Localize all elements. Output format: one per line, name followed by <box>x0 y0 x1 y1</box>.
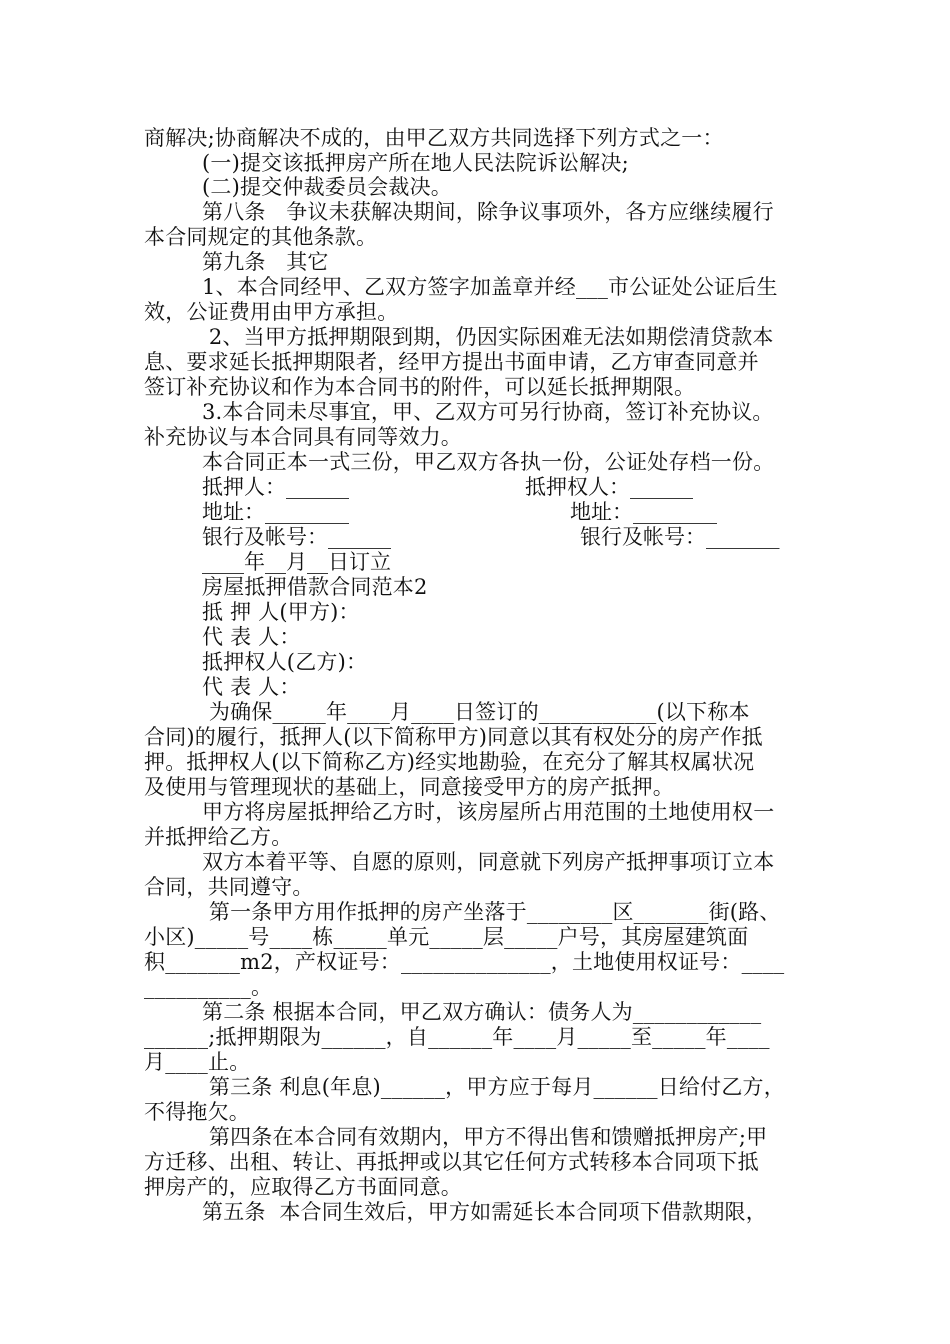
text-line: 抵 押 人(甲方)： <box>202 600 360 624</box>
section-title: 房屋抵押借款合同范本2 <box>202 575 428 599</box>
text-line: 第一条甲方用作抵押的房产坐落于________区_______街(路、 <box>202 900 781 924</box>
text-line: 第四条在本合同有效期内，甲方不得出售和馈赠抵押房产;甲 <box>202 1125 768 1149</box>
text-line: 代 表 人： <box>202 675 301 699</box>
text-line: 及使用与管理现状的基础上，同意接受甲方的房产抵押。 <box>144 775 674 799</box>
text-line: 积_______m2，产权证号：______________，土地使用权证号：____ <box>144 950 785 974</box>
text-line: 为确保_____年____月____日签订的___________(以下称本 <box>202 700 750 724</box>
text-line: 第三条 利息(年息)______，甲方应于每月______日给付乙方， <box>202 1075 785 1099</box>
text-line: 押。抵押权人(以下简称乙方)经实地勘验，在充分了解其权属状况 <box>144 750 755 774</box>
text-line: 商解决;协商解决不成的，由甲乙双方共同选择下列方式之一： <box>144 126 724 150</box>
text-line: 签订补充协议和作为本合同书的附件，可以延长抵押期限。 <box>144 375 696 399</box>
signature-left-party: 抵押人：______ <box>202 475 349 499</box>
text-line: 第九条 其它 <box>202 250 329 274</box>
text-line: 押房产的，应取得乙方书面同意。 <box>144 1175 462 1199</box>
text-line: 月____止。 <box>144 1050 251 1074</box>
text-line: __________。 <box>144 975 273 999</box>
text-line: 合同，共同遵守。 <box>144 875 314 899</box>
text-line: 本合同规定的其他条款。 <box>144 225 378 249</box>
text-line: 代 表 人： <box>202 625 301 649</box>
text-line: 第八条 争议未获解决期间，除争议事项外，各方应继续履行 <box>202 200 774 224</box>
text-line: 本合同正本一式三份，甲乙双方各执一份，公证处存档一份。 <box>202 450 775 474</box>
text-line: 补充协议与本合同具有同等效力。 <box>144 425 462 449</box>
text-line: 并抵押给乙方。 <box>144 825 293 849</box>
text-line: 第五条 本合同生效后，甲方如需延长本合同项下借款期限， <box>202 1200 767 1224</box>
signature-left-bank: 银行及帐号：______ <box>202 525 391 549</box>
text-line: 效，公证费用由甲方承担。 <box>144 300 399 324</box>
signature-right-party: 抵押权人：______ <box>525 475 693 499</box>
text-line: 3.本合同未尽事宜，甲、乙双方可另行协商，签订补充协议。 <box>202 400 774 424</box>
text-line: (二)提交仲裁委员会裁决。 <box>202 175 452 199</box>
text-line: 2、当甲方抵押期限到期，仍因实际困难无法如期偿清贷款本 <box>202 325 774 349</box>
text-line: (一)提交该抵押房产所在地人民法院诉讼解决; <box>202 151 629 175</box>
text-line: ______;抵押期限为______，自______年____月_____至_____年____ <box>144 1025 770 1049</box>
text-line: 双方本着平等、自愿的原则，同意就下列房产抵押事项订立本 <box>202 850 775 874</box>
text-line: 方迁移、出租、转让、再抵押或以其它任何方式转移本合同项下抵 <box>144 1150 759 1174</box>
signature-right-address: 地址：________ <box>570 500 717 524</box>
text-line: 1、本合同经甲、乙双方签字加盖章并经___市公证处公证后生 <box>202 275 778 299</box>
signature-date: ____年__月__日订立 <box>202 550 391 574</box>
text-line: 抵押权人(乙方)： <box>202 650 368 674</box>
signature-left-address: 地址：________ <box>202 500 349 524</box>
text-line: 合同)的履行，抵押人(以下简称甲方)同意以其有权处分的房产作抵 <box>144 725 763 749</box>
text-line: 第二条 根据本合同，甲乙双方确认：债务人为____________ <box>202 1000 762 1024</box>
text-line: 息、要求延长抵押期限者，经甲方提出书面申请，乙方审查同意并 <box>144 350 759 374</box>
signature-right-bank: 银行及帐号：_______ <box>580 525 780 549</box>
text-line: 小区)_____号____栋_____单元_____层_____户号，其房屋建筑面 <box>144 925 749 949</box>
text-line: 甲方将房屋抵押给乙方时，该房屋所占用范围的土地使用权一 <box>202 800 775 824</box>
text-line: 不得拖欠。 <box>144 1100 250 1124</box>
